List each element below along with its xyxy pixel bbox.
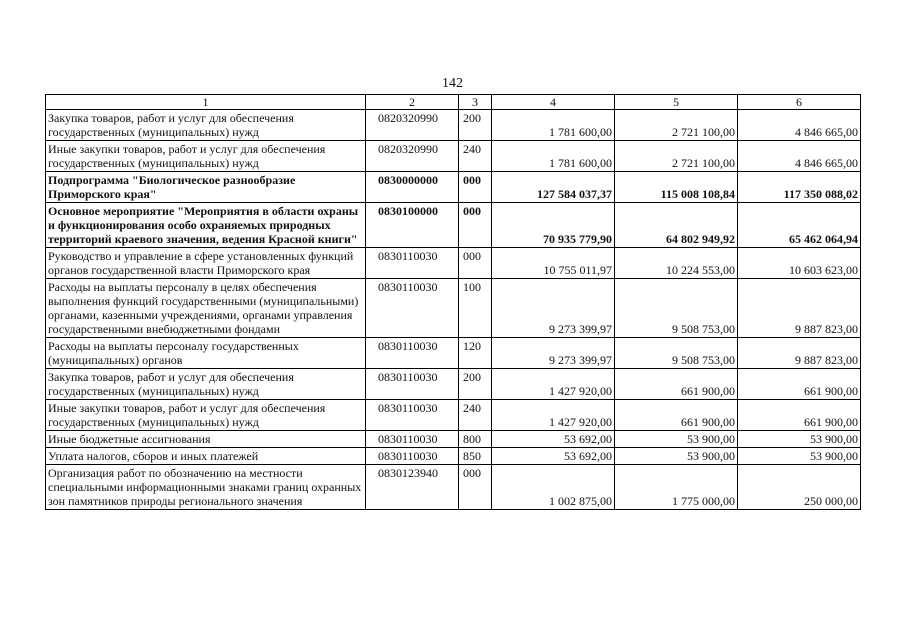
row-value-3-cell: 117 350 088,02 <box>738 172 861 203</box>
row-value-3-cell: 9 887 823,00 <box>738 279 861 338</box>
row-code-cell: 0830110030 <box>366 279 459 338</box>
row-name-cell: Иные бюджетные ассигнования <box>46 431 366 448</box>
row-value-3-cell: 65 462 064,94 <box>738 203 861 248</box>
page-number: 142 <box>442 76 463 91</box>
row-value-3-cell: 661 900,00 <box>738 369 861 400</box>
table-row <box>46 400 861 431</box>
table-row <box>46 465 861 510</box>
row-value-3-cell: 53 900,00 <box>738 431 861 448</box>
column-header: 5 <box>615 95 738 110</box>
table-row <box>46 338 861 369</box>
row-value-3-cell: 250 000,00 <box>738 465 861 510</box>
row-value-2-cell: 115 008 108,84 <box>615 172 738 203</box>
row-value-1-cell: 70 935 779,90 <box>492 203 615 248</box>
row-name-cell: Подпрограмма "Биологическое разнообразие Приморского края" <box>46 172 366 203</box>
table-row <box>46 110 861 141</box>
column-header: 4 <box>492 95 615 110</box>
row-value-1-cell: 53 692,00 <box>492 431 615 448</box>
row-value-1-cell: 127 584 037,37 <box>492 172 615 203</box>
row-name-cell: Расходы на выплаты персоналу в целях обеспечения выполнения функций государственными (муниципальными) органами, казенными учреждениями, органами управления государственными внебюджетными фондами <box>46 279 366 338</box>
row-value-1-cell: 10 755 011,97 <box>492 248 615 279</box>
row-value-1-cell: 53 692,00 <box>492 448 615 465</box>
row-type-cell: 850 <box>459 448 492 465</box>
row-code-cell: 0830110030 <box>366 338 459 369</box>
row-value-1-cell: 1 427 920,00 <box>492 400 615 431</box>
row-value-1-cell: 1 002 875,00 <box>492 465 615 510</box>
row-name-cell: Расходы на выплаты персоналу государственных (муниципальных) органов <box>46 338 366 369</box>
row-name-cell: Руководство и управление в сфере установленных функций органов государственной власти Приморского края <box>46 248 366 279</box>
row-value-1-cell: 1 427 920,00 <box>492 369 615 400</box>
row-code-cell: 0830110030 <box>366 400 459 431</box>
row-type-cell: 240 <box>459 141 492 172</box>
row-value-2-cell: 64 802 949,92 <box>615 203 738 248</box>
row-value-3-cell: 661 900,00 <box>738 400 861 431</box>
row-name-cell: Основное мероприятие "Мероприятия в области охраны и функционирования особо охраняемых природных территорий краевого значения, ведения Красной книги" <box>46 203 366 248</box>
row-value-1-cell: 1 781 600,00 <box>492 110 615 141</box>
table-row <box>46 172 861 203</box>
row-value-1-cell: 9 273 399,97 <box>492 338 615 369</box>
row-code-cell: 0830100000 <box>366 203 459 248</box>
row-value-2-cell: 10 224 553,00 <box>615 248 738 279</box>
row-code-cell: 0830110030 <box>366 448 459 465</box>
column-header: 2 <box>366 95 459 110</box>
row-type-cell: 120 <box>459 338 492 369</box>
row-value-2-cell: 9 508 753,00 <box>615 338 738 369</box>
row-name-cell: Иные закупки товаров, работ и услуг для обеспечения государственных (муниципальных) нужд <box>46 141 366 172</box>
row-type-cell: 200 <box>459 369 492 400</box>
row-code-cell: 0830110030 <box>366 248 459 279</box>
row-type-cell: 000 <box>459 465 492 510</box>
row-type-cell: 200 <box>459 110 492 141</box>
table-row <box>46 248 861 279</box>
column-header: 6 <box>738 95 861 110</box>
row-name-cell: Закупка товаров, работ и услуг для обеспечения государственных (муниципальных) нужд <box>46 369 366 400</box>
row-value-3-cell: 4 846 665,00 <box>738 110 861 141</box>
row-value-2-cell: 9 508 753,00 <box>615 279 738 338</box>
row-value-2-cell: 53 900,00 <box>615 431 738 448</box>
row-value-2-cell: 1 775 000,00 <box>615 465 738 510</box>
row-value-3-cell: 4 846 665,00 <box>738 141 861 172</box>
row-value-1-cell: 1 781 600,00 <box>492 141 615 172</box>
table-row <box>46 279 861 338</box>
budget-table <box>45 94 861 510</box>
table-row <box>46 203 861 248</box>
row-code-cell: 0820320990 <box>366 141 459 172</box>
row-code-cell: 0830110030 <box>366 369 459 400</box>
table-header-row <box>46 95 861 110</box>
row-code-cell: 0830110030 <box>366 431 459 448</box>
row-value-3-cell: 9 887 823,00 <box>738 338 861 369</box>
row-code-cell: 0820320990 <box>366 110 459 141</box>
row-name-cell: Иные закупки товаров, работ и услуг для обеспечения государственных (муниципальных) нужд <box>46 400 366 431</box>
row-value-3-cell: 53 900,00 <box>738 448 861 465</box>
row-value-2-cell: 661 900,00 <box>615 400 738 431</box>
row-type-cell: 000 <box>459 203 492 248</box>
row-code-cell: 0830000000 <box>366 172 459 203</box>
row-value-2-cell: 53 900,00 <box>615 448 738 465</box>
column-header: 3 <box>459 95 492 110</box>
row-value-2-cell: 2 721 100,00 <box>615 110 738 141</box>
row-value-1-cell: 9 273 399,97 <box>492 279 615 338</box>
row-name-cell: Уплата налогов, сборов и иных платежей <box>46 448 366 465</box>
row-name-cell: Закупка товаров, работ и услуг для обеспечения государственных (муниципальных) нужд <box>46 110 366 141</box>
row-type-cell: 240 <box>459 400 492 431</box>
row-name-cell: Организация работ по обозначению на местности специальными информационными знаками границ охранных зон памятников природы регионального значения <box>46 465 366 510</box>
table-row <box>46 141 861 172</box>
column-header: 1 <box>46 95 366 110</box>
row-value-2-cell: 2 721 100,00 <box>615 141 738 172</box>
table-row <box>46 431 861 448</box>
row-value-2-cell: 661 900,00 <box>615 369 738 400</box>
table-row <box>46 448 861 465</box>
row-code-cell: 0830123940 <box>366 465 459 510</box>
row-type-cell: 800 <box>459 431 492 448</box>
row-type-cell: 000 <box>459 172 492 203</box>
row-type-cell: 100 <box>459 279 492 338</box>
table-row <box>46 369 861 400</box>
row-value-3-cell: 10 603 623,00 <box>738 248 861 279</box>
row-type-cell: 000 <box>459 248 492 279</box>
